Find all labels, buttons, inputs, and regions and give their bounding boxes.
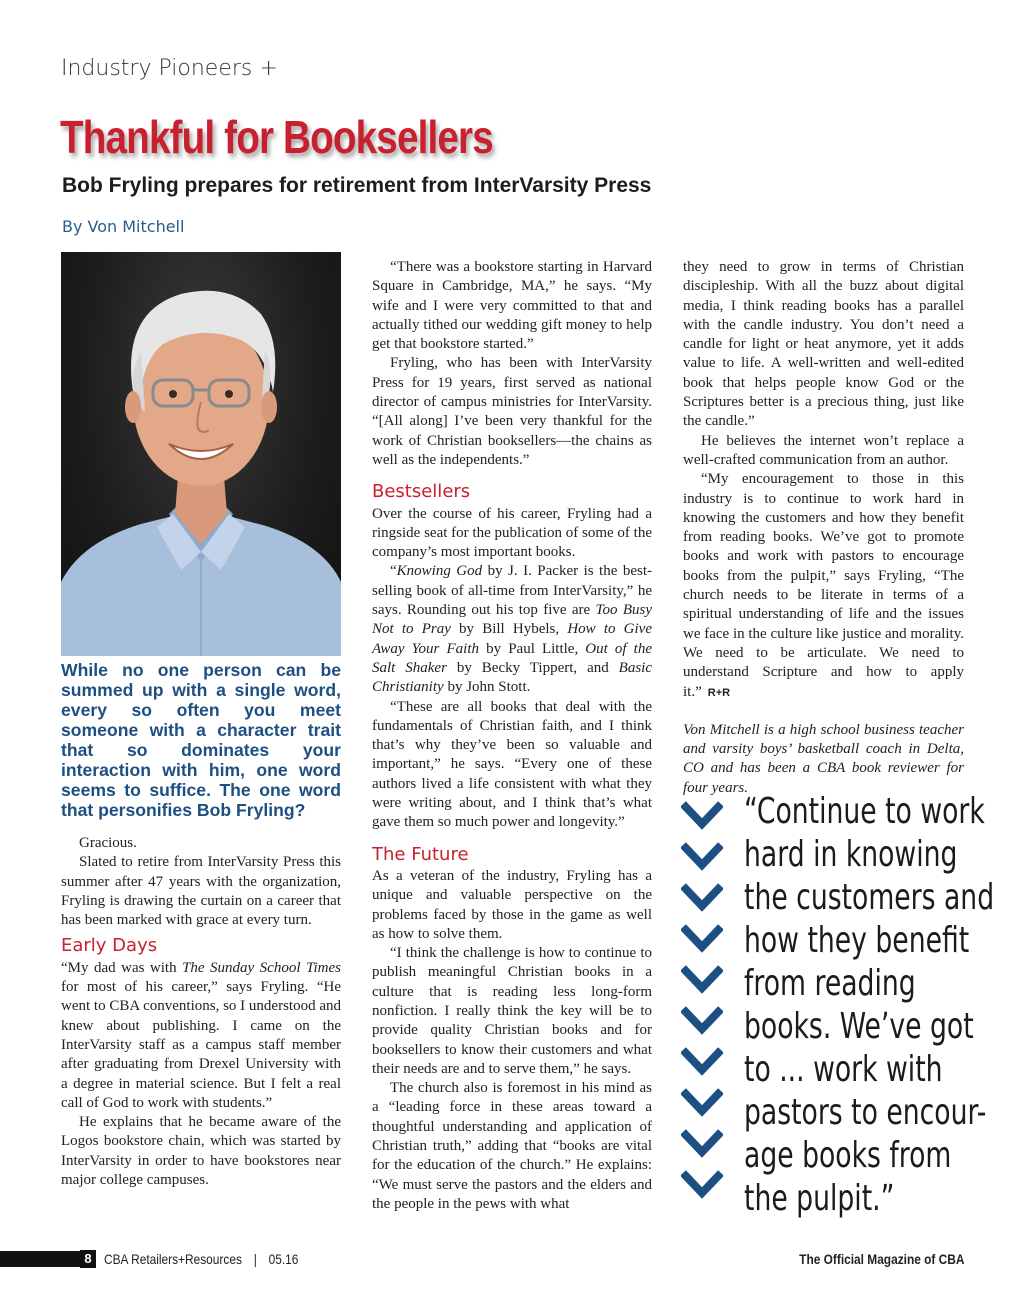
paragraph: they need to grow in terms of Christian discipleship. With all the buzz about digital media, I think reading books has a parallel with the candle industry. You don’t need a candle for light or heat anymore, yet it adds value to life. A well-written and well-edited book that helps people know God or the Scriptures better is a precious thing, just like the candle.”	[683, 259, 964, 430]
section-heading-future: The Future	[372, 843, 469, 865]
chevron-down-icon	[683, 886, 721, 906]
book-title: Too Busy Not to Pray	[372, 602, 652, 638]
chevron-down-icon	[683, 1173, 721, 1193]
column-2	[372, 258, 652, 1214]
pull-quote-line: the pulpit.”	[744, 1178, 895, 1219]
intro-pullout: While no one person can be summed up with a single word, every so often you meet someone with a character trait that so dominates your interaction with him, one word seems to suffice. The one word that personifies Bob Fryling?	[61, 660, 341, 820]
paragraph: “My dad was with The Sunday School Times for most of his career,” says Fryling. “He went to CBA conventions, so I understood and knew about publishing. I came on the InterVarsity staff as a campus staff member after graduating from Drexel University with a degree in material science. But I felt a real call of God to work with students.”	[61, 959, 341, 1111]
portrait-illustration	[61, 252, 341, 656]
chevron-column	[681, 798, 723, 1218]
book-title: Out of the Salt Shaker	[372, 640, 652, 676]
chevron-down-icon	[683, 1132, 721, 1152]
author-bio: Von Mitchell is a high school business teacher and varsity boys’ basketball coach in Delta, CO and has been a CBA book reviewer for four years.	[683, 721, 964, 796]
footer-tagline: The Official Magazine of CBA	[798, 1251, 964, 1267]
book-title: Knowing God	[396, 563, 483, 580]
paragraph: Slated to retire from InterVarsity Press this summer after 47 years with the organization, Fryling is drawing the curtain on a career that has been marked with grace at every turn.	[61, 854, 341, 929]
pull-quote	[744, 790, 995, 1220]
book-title: The Sunday School Times	[182, 959, 341, 976]
pull-quote-line: “Continue to work	[744, 791, 985, 832]
end-mark: R+R	[707, 686, 731, 699]
chevron-down-icon	[683, 1050, 721, 1070]
paragraph: “There was a bookstore starting in Harvard Square in Cambridge, MA,” he says. “My wife and I were very committed to that and actually tithed our wedding gift money to help get that bookstore started.”	[372, 259, 652, 353]
pull-quote-line: how they benefit	[744, 920, 970, 961]
book-title: Basic Christianity	[372, 659, 652, 696]
pull-quote-line: pastors to encour-	[744, 1092, 987, 1133]
paragraph: Gracious.	[79, 835, 137, 851]
column-1	[61, 834, 341, 1190]
pull-quote-line: books. We’ve got	[744, 1006, 974, 1047]
section-kicker: Industry Pioneers +	[61, 56, 278, 81]
pull-quote-line: from reading	[744, 963, 916, 1004]
section-heading-early-days: Early Days	[61, 935, 158, 957]
footer-bar	[0, 1251, 80, 1267]
book-title: How to Give Away Your Faith	[372, 621, 652, 657]
article-title: Thankful for Booksellers	[60, 111, 493, 163]
paragraph: He believes the internet won’t replace a well-crafted communication from an author.	[683, 432, 964, 468]
paragraph: “Knowing God by J. I. Packer is the best-selling book of all-time from InterVarsity,” he says. Rounding out his top five are Too Busy Not to Pray by Bill Hybels, How to Give Away Your Faith by Paul Little, Out of the Salt Shaker by Becky Tippert, and Basic Christianity by John Stott.	[372, 563, 652, 696]
pull-quote-line: to ... work with	[744, 1049, 943, 1090]
section-heading-bestsellers: Bestsellers	[372, 481, 471, 503]
footer-magazine: CBA Retailers+Resources | 05.16	[104, 1251, 299, 1267]
paragraph: “My encouragement to those in this industry is to continue to work hard in knowing the customers and how they benefit from reading books. We’ve got to promote books and work with pastors to encourage books from the pulpit,” says Fryling, “The church needs to be literate in terms of a spiritual understanding of life and the issues we face in the culture like justice and morality. We need to be articulate. We need to understand Scripture and how to apply it.” R+R	[683, 471, 965, 700]
chevron-down-icon	[683, 968, 721, 988]
paragraph: As a veteran of the industry, Fryling has a unique and valuable perspective on the problems faced by those in the game as well as how to solve them.	[372, 867, 652, 942]
column-3	[683, 258, 964, 798]
page-number: 8	[80, 1250, 96, 1268]
byline: By Von Mitchell	[62, 217, 185, 236]
chevron-down-icon	[683, 927, 721, 947]
paragraph: The church also is foremost in his mind as a “leading force in these areas toward a thoughtful understanding and application of Christian truth,” adding that “books are vital for the education of the church.” He explains: “We must serve the pastors and the elders and the people in the pews with what	[372, 1080, 652, 1212]
paragraph: Fryling, who has been with InterVarsity Press for 19 years, first served as national director of campus ministries for InterVarsity. “[All along] I’ve been very thankful for the work of Christian booksellers—the chains as well as the independents.”	[372, 355, 652, 468]
paragraph: Over the course of his career, Fryling had a ringside seat for the publication of some of the company’s most important books.	[372, 505, 652, 561]
pull-quote-line: the customers and	[744, 877, 995, 918]
chevron-down-icon	[683, 1009, 721, 1029]
paragraph: “These are all books that deal with the fundamentals of Christian faith, and I think that’s why they’ve been so valuable and important,” he says. “Every one of these authors lived a life consistent with what they were writing about, and I think that’s what gave them so much power and longevity.”	[372, 698, 652, 831]
article-subtitle: Bob Fryling prepares for retirement from InterVarsity Press	[62, 174, 652, 197]
pull-quote-line: hard in knowing	[744, 834, 958, 875]
chevron-down-icon	[683, 845, 721, 865]
chevron-down-icon	[683, 1091, 721, 1111]
chevron-down-icon	[683, 804, 721, 824]
paragraph: “I think the challenge is how to continue to publish meaningful Christian books in a culture that is reading less long-form nonfiction. I really think the key will be to provide quality Christian books and for booksellers to know their customers and what their needs are and to serve them,” he says.	[372, 945, 652, 1077]
pull-quote-line: age books from	[744, 1135, 952, 1176]
paragraph: He explains that he became aware of the Logos bookstore chain, which was started by InterVarsity in order to have bookstores near major college campuses.	[61, 1114, 341, 1189]
portrait-photo	[61, 252, 341, 656]
